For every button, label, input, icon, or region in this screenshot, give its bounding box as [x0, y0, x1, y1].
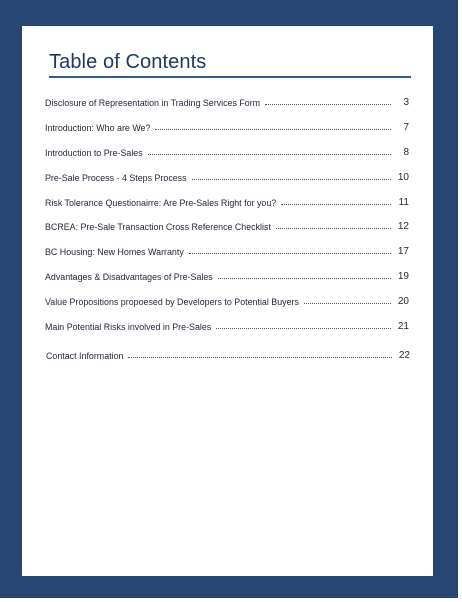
toc-entry-page: 10: [397, 172, 409, 183]
toc-entry-label: Main Potential Risks involved in Pre-Sales: [45, 322, 212, 332]
toc-entry-page: 12: [397, 221, 409, 232]
toc-entry[interactable]: [45, 246, 409, 257]
toc-dot-leader: [216, 319, 391, 329]
toc-entry[interactable]: [46, 350, 410, 361]
toc-entry[interactable]: [45, 296, 409, 307]
toc-entry-page: 17: [397, 246, 409, 257]
toc-entry-page: 7: [403, 122, 409, 133]
toc-entry-page: 11: [398, 197, 409, 208]
toc-dot-leader: [192, 170, 391, 180]
toc-entry[interactable]: [45, 197, 409, 208]
toc-entry-label: Advantages & Disadvantages of Pre-Sales: [45, 272, 213, 282]
toc-entry-page: 19: [397, 271, 409, 282]
toc-entry-label: BCREA: Pre-Sale Transaction Cross Reference Checklist: [45, 222, 271, 232]
toc-entry-label: Introduction to Pre-Sales: [45, 148, 143, 158]
toc-entry-page: 3: [403, 97, 409, 108]
document-page: [22, 26, 433, 576]
toc-entry-label: Contact Information: [46, 351, 124, 361]
toc-dot-leader: [276, 219, 391, 229]
toc-entry[interactable]: [45, 321, 409, 332]
toc-dot-leader: [148, 145, 391, 155]
toc-dot-leader: [189, 244, 391, 254]
toc-entry-label: Introduction: Who are We?: [45, 123, 151, 133]
toc-entry-label: BC Housing: New Homes Warranty: [45, 247, 184, 257]
toc-entry-page: 21: [397, 321, 409, 332]
toc-entry-page: 8: [403, 147, 409, 158]
toc-dot-leader: [218, 269, 391, 279]
toc-entry[interactable]: [45, 147, 409, 158]
toc-dot-leader: [304, 294, 391, 304]
title-underline: [49, 76, 411, 78]
toc-entry-label: Value Propositions propoesed by Developers to Potential Buyers: [45, 297, 299, 307]
toc-entry[interactable]: [45, 221, 409, 232]
toc-entry-label: Pre-Sale Process - 4 Steps Process: [45, 173, 187, 183]
toc-entry[interactable]: [45, 172, 409, 183]
toc-dot-leader: [265, 95, 391, 105]
toc-entry-label: Disclosure of Representation in Trading Services Form: [45, 98, 261, 108]
toc-dot-leader: [128, 348, 392, 358]
toc-entry-page: 22: [398, 350, 410, 361]
toc-entry[interactable]: [45, 122, 409, 133]
toc-dot-leader: [281, 195, 391, 205]
toc-dot-leader: [155, 120, 391, 130]
page-title: Table of Contents: [49, 51, 207, 73]
toc-entry-label: Risk Tolerance Questionairre: Are Pre-Sales Right for you?: [45, 198, 277, 208]
toc-entry-page: 20: [397, 296, 409, 307]
toc-entry[interactable]: [45, 97, 409, 108]
toc-entry[interactable]: [45, 271, 409, 282]
